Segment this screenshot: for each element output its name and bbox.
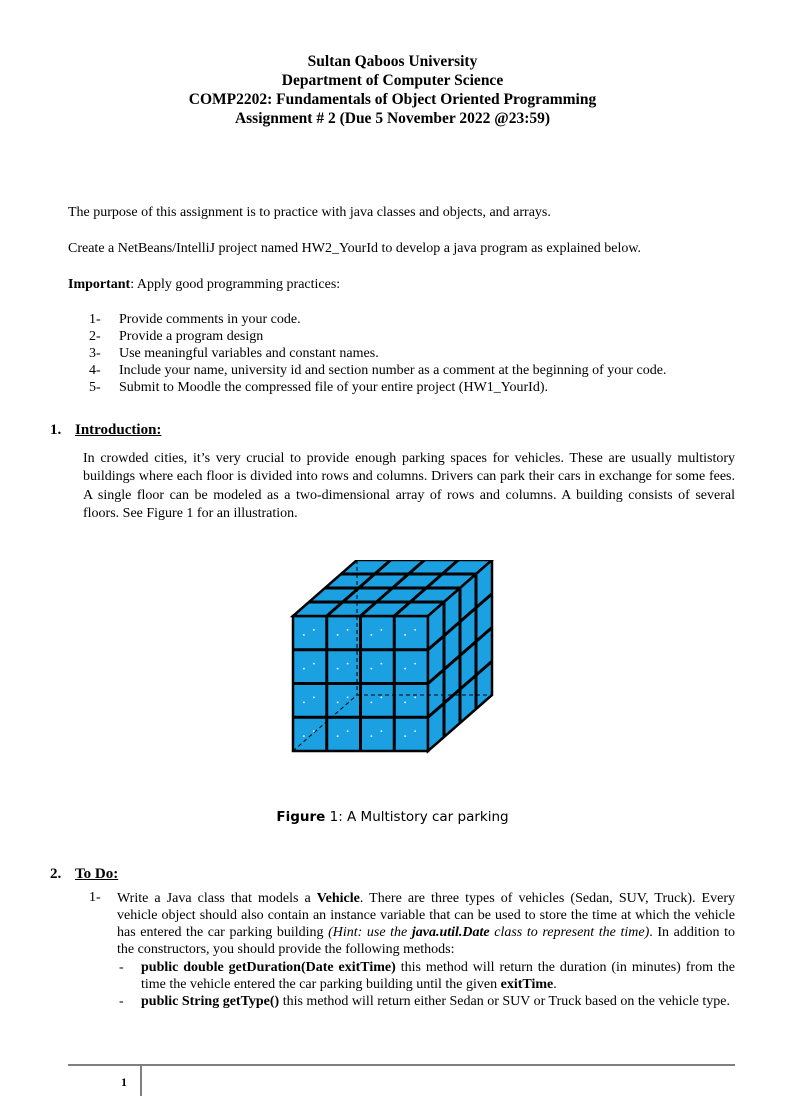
section-2-title: To Do: [75, 866, 119, 882]
assignment-title: Assignment # 2 (Due 5 November 2022 @23:59) [234, 110, 551, 127]
cell-dot [337, 634, 339, 636]
list-item: 2- Provide a program design [89, 329, 264, 344]
cell-dot [347, 629, 349, 631]
department-name: Department of Computer Science [281, 72, 504, 89]
multistory-parking-figure [280, 560, 530, 790]
cell-dot [337, 701, 339, 703]
section-2-heading: 2. To Do: [50, 866, 119, 882]
create-project-paragraph: Create a NetBeans/IntelliJ project named HW2_YourId to develop a java program as explained below. [68, 241, 642, 256]
figure-caption-text: 1: A Multistory car parking [325, 809, 509, 825]
cell-dot [380, 663, 382, 665]
list-item: 4- Include your name, university id and section number as a comment at the beginning of your code. [89, 363, 667, 378]
cell-dot [303, 668, 305, 670]
cell-dot [414, 629, 416, 631]
bullet-marker: - [119, 960, 124, 975]
cell-dot [347, 696, 349, 698]
cell-dot [370, 735, 372, 737]
cell-dot [313, 629, 315, 631]
list-item: 5- Submit to Moodle the compressed file of your entire project (HW1_YourId). [89, 380, 548, 395]
todo-item-1: Write a Java class that models a Vehicle. There are three types of vehicles (Sedan, SUV, Truck). Every vehicle object should also contain an instance variable that can be used to store the time at which the vehicle has entered the car parking building (Hint: use the java.util.Date class to represent the time). In addition to the constructors, you should provide the following methods: [117, 891, 736, 957]
cell-dot [404, 634, 406, 636]
cell-dot [380, 696, 382, 698]
todo-item-number: 1- [89, 890, 101, 905]
cell-dot [404, 668, 406, 670]
purpose-paragraph: The purpose of this assignment is to practice with java classes and objects, and arrays. [68, 205, 551, 220]
important-paragraph [68, 276, 340, 295]
cell-dot [337, 735, 339, 737]
cell-dot [337, 668, 339, 670]
cell-dot [347, 663, 349, 665]
cell-dot [404, 735, 406, 737]
list-item: 3- Use meaningful variables and constant names. [89, 346, 379, 361]
cell-dot [414, 696, 416, 698]
bullet-marker: - [119, 994, 124, 1009]
cell-dot [313, 663, 315, 665]
university-name: Sultan Qaboos University [307, 53, 478, 70]
introduction-body: In crowded cities, it’s very crucial to provide enough parking spaces for vehicles. These are usually multistory buildings where each floor is divided into rows and columns. Drivers can park their cars in exchange for some fees. A single floor can be modeled as a two-dimensional array of rows and columns. A building consists of several floors. See Figure 1 for an illustration. [83, 451, 735, 521]
cell-dot [414, 663, 416, 665]
cell-dot [370, 634, 372, 636]
figure-caption-label: Figure [276, 809, 326, 825]
cell-dot [380, 629, 382, 631]
cell-dot [303, 735, 305, 737]
important-label: Important [68, 277, 131, 292]
cell-dot [313, 730, 315, 732]
course-title: COMP2202: Fundamentals of Object Oriented Programming [188, 91, 597, 108]
page-number: 1 [121, 1075, 127, 1089]
cell-dot [370, 701, 372, 703]
method-getduration: public double getDuration(Date exitTime) this method will return the duration (in minutes) from the time the vehicle entered the car parking building until the given exitTime. [141, 960, 735, 992]
method-gettype: public String getType() this method will return either Sedan or SUV or Truck based on the vehicle type. [141, 994, 730, 1009]
cell-dot [313, 696, 315, 698]
cell-dot [347, 730, 349, 732]
footer-tick [140, 1064, 142, 1096]
cell-dot [303, 634, 305, 636]
section-1-heading: 1. Introduction: [50, 422, 162, 438]
cell-dot [380, 730, 382, 732]
cell-dot [370, 668, 372, 670]
practices-list [89, 311, 666, 396]
footer-divider [68, 1064, 735, 1066]
figure-caption [0, 809, 785, 825]
list-item: 1- Provide comments in your code. [89, 312, 301, 327]
important-text: : Apply good programming practices: [130, 277, 341, 292]
section-1-title: Introduction: [75, 422, 162, 438]
cell-dot [404, 701, 406, 703]
document-header [0, 52, 785, 128]
cell-dot [414, 730, 416, 732]
cell-dot [303, 701, 305, 703]
